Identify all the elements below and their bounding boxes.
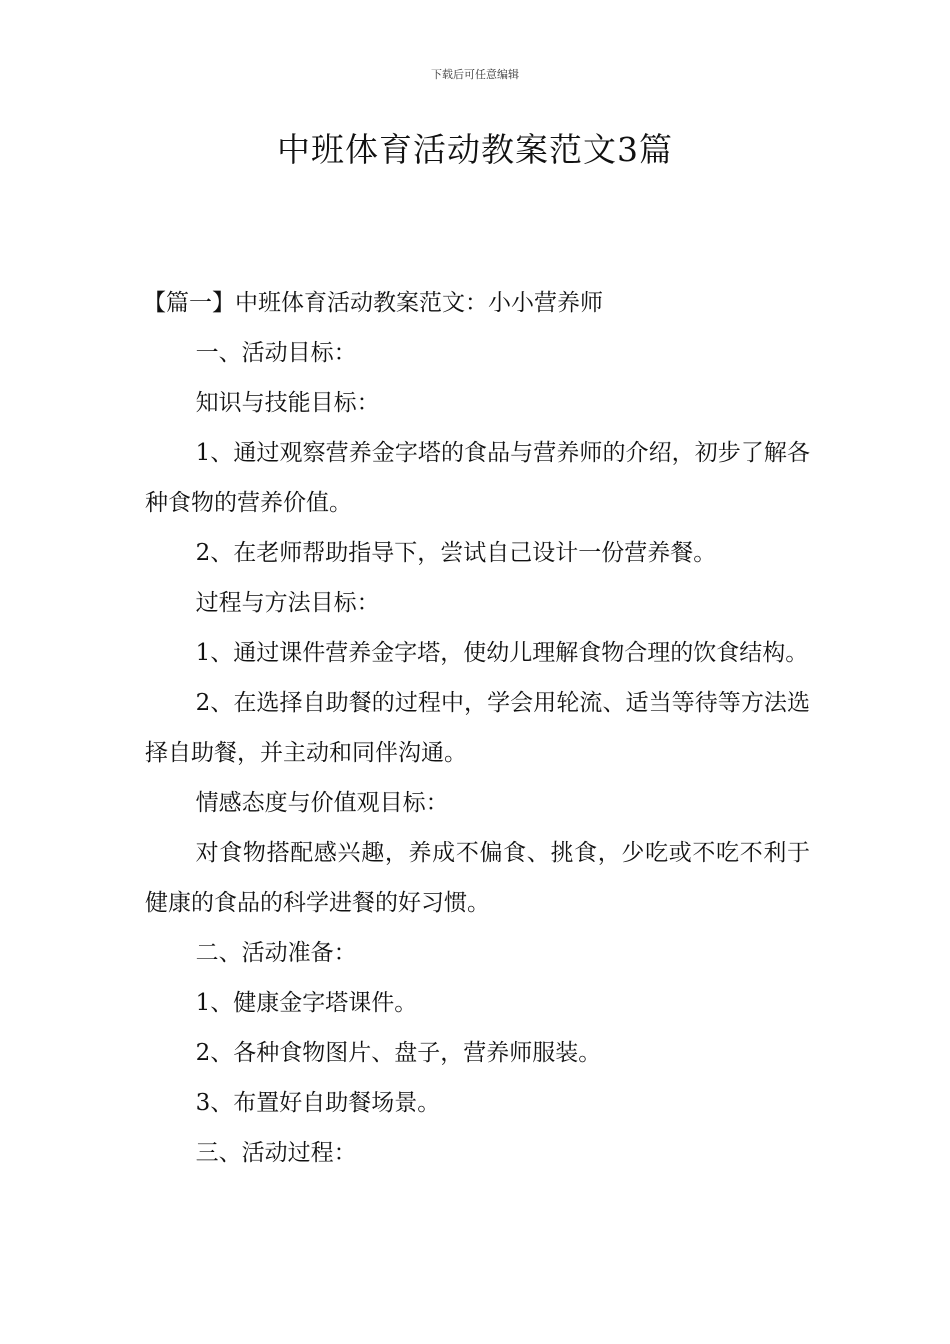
- document-body: [145, 278, 810, 1178]
- paragraph: 情感态度与价值观目标：: [195, 790, 449, 816]
- paragraph: 二、活动准备：: [195, 940, 357, 966]
- header-note: 下载后可任意编辑: [431, 68, 519, 81]
- paragraph: 2、在老师帮助指导下，尝试自己设计一份营养餐。: [195, 540, 717, 566]
- paragraph: 1、通过课件营养金字塔，使幼儿理解食物合理的饮食结构。: [195, 640, 809, 666]
- paragraph: 3、布置好自助餐场景。: [195, 1090, 441, 1116]
- paragraph: 一、活动目标：: [195, 340, 357, 366]
- paragraph: 2、在选择自助餐的过程中，学会用轮流、适当等待等方法选择自助餐，并主动和同伴沟通。: [145, 690, 810, 766]
- document-title: 中班体育活动教案范文3篇: [277, 130, 673, 169]
- paragraph: 对食物搭配感兴趣，养成不偏食、挑食，少吃或不吃不利于健康的食品的科学进餐的好习惯。: [145, 840, 810, 916]
- paragraph: 1、通过观察营养金字塔的食品与营养师的介绍，初步了解各种食物的营养价值。: [145, 440, 810, 516]
- paragraph: 2、各种食物图片、盘子，营养师服装。: [195, 1040, 602, 1066]
- paragraph: 过程与方法目标：: [195, 590, 380, 616]
- paragraph: 知识与技能目标：: [195, 390, 380, 416]
- paragraph: 三、活动过程：: [195, 1140, 357, 1166]
- paragraph: 1、健康金字塔课件。: [195, 990, 418, 1016]
- section-heading: 【篇一】中班体育活动教案范文：小小营养师: [143, 290, 603, 316]
